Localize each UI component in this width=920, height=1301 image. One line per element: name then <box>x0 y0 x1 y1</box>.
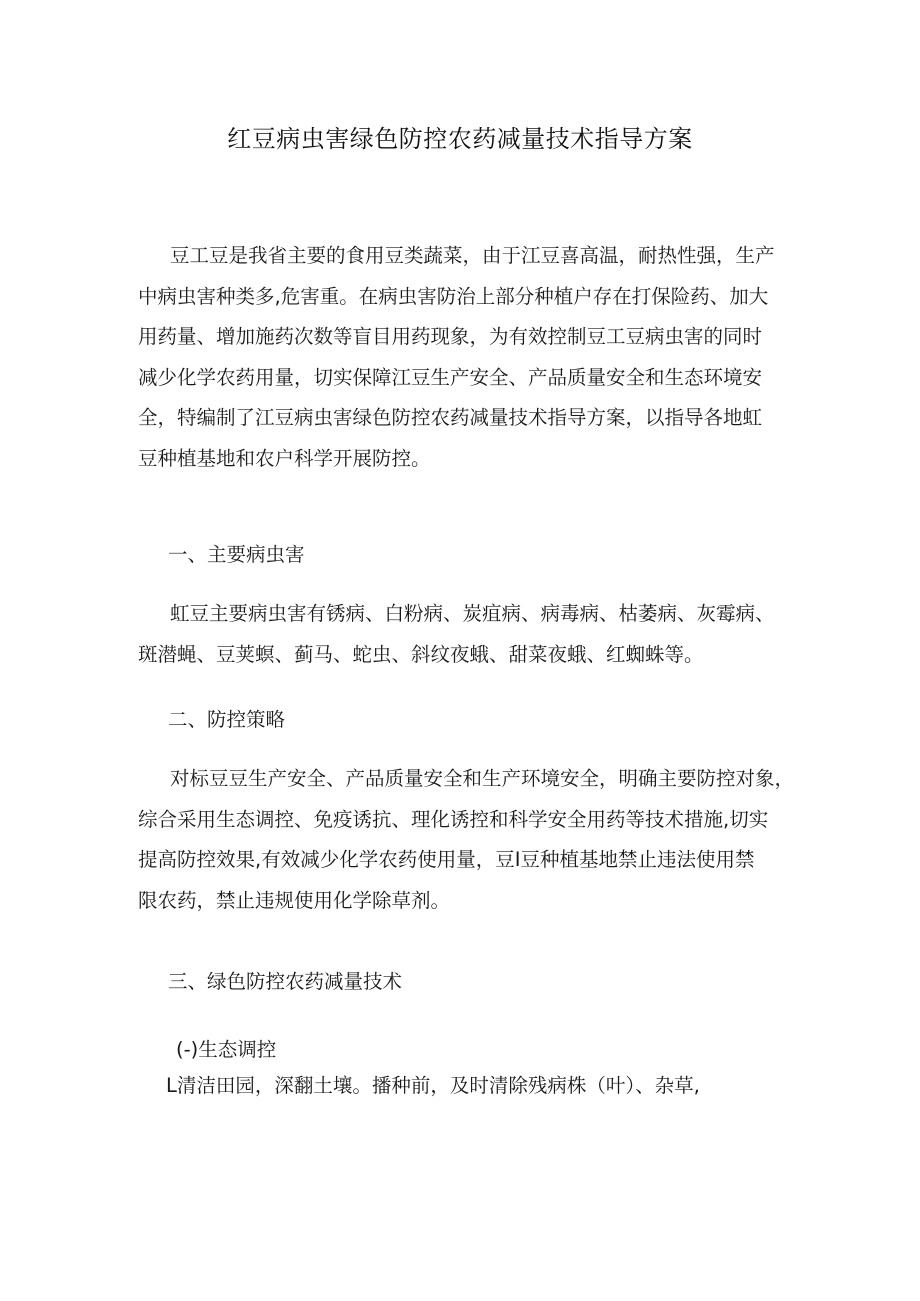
section-heading-main-pests: 一、主要病虫害 <box>168 543 305 566</box>
section2-line-4: 限农药，禁止违规使用化学除草剂。 <box>138 888 451 912</box>
intro-line-5: 全，特编制了江豆病虫害绿色防控农药减量技术指导方案，以指导各地虹 <box>138 406 763 429</box>
section2-paragraph <box>138 759 798 921</box>
intro-line-6: 豆种植基地和农户科学开展防控。 <box>138 446 431 470</box>
section1-line-1: 虹豆主要病虫害有锈病、白粉病、炭疽病、病毒病、枯萎病、灰霉病、 <box>170 602 775 625</box>
intro-line-4: 减少化学农药用量，切实保障江豆生产安全、产品质量安全和生态环境安 <box>138 365 763 389</box>
intro-line-3: 用药量、增加施药次数等盲目用药现象，为有效控制豆工豆病虫害的同时 <box>138 325 763 348</box>
section2-line-3: 提高防控效果,有效减少化学农药使用量，豆I豆种植基地禁止违法使用禁 <box>138 848 755 871</box>
intro-line-2: 中病虫害种类多,危害重。在病虫害防治上部分种植户存在打保险药、加大 <box>138 284 769 308</box>
section2-line-2: 综合采用生态调控、免疫诱抗、理化诱控和科学安全用药等技术措施,切实 <box>138 807 769 831</box>
section-heading-techniques: 三、绿色防控农药减量技术 <box>168 970 403 993</box>
document-title: 红豆病虫害绿色防控农药减量技术指导方案 <box>227 125 693 153</box>
section2-line-1: 对标豆豆生产安全、产品质量安全和生产环境安全，明确主要防控对象， <box>170 767 795 790</box>
item-clean-field: L清洁田园，深翻土壤。播种前，及时清除残病株（叶）、杂草, <box>166 1074 700 1097</box>
intro-paragraph <box>138 236 798 479</box>
section1-paragraph <box>138 594 798 675</box>
section1-line-2: 斑潜蝇、豆荚螟、蓟马、蛇虫、斜纹夜蛾、甜菜夜蛾、红蜘蛛等。 <box>138 642 704 666</box>
section-heading-strategy: 二、防控策略 <box>168 708 286 731</box>
subheading-ecological-regulation: (-)生态调控 <box>176 1038 277 1061</box>
intro-line-1: 豆工豆是我省主要的食用豆类蔬菜，由于江豆喜高温，耐热性强，生产 <box>170 244 775 267</box>
